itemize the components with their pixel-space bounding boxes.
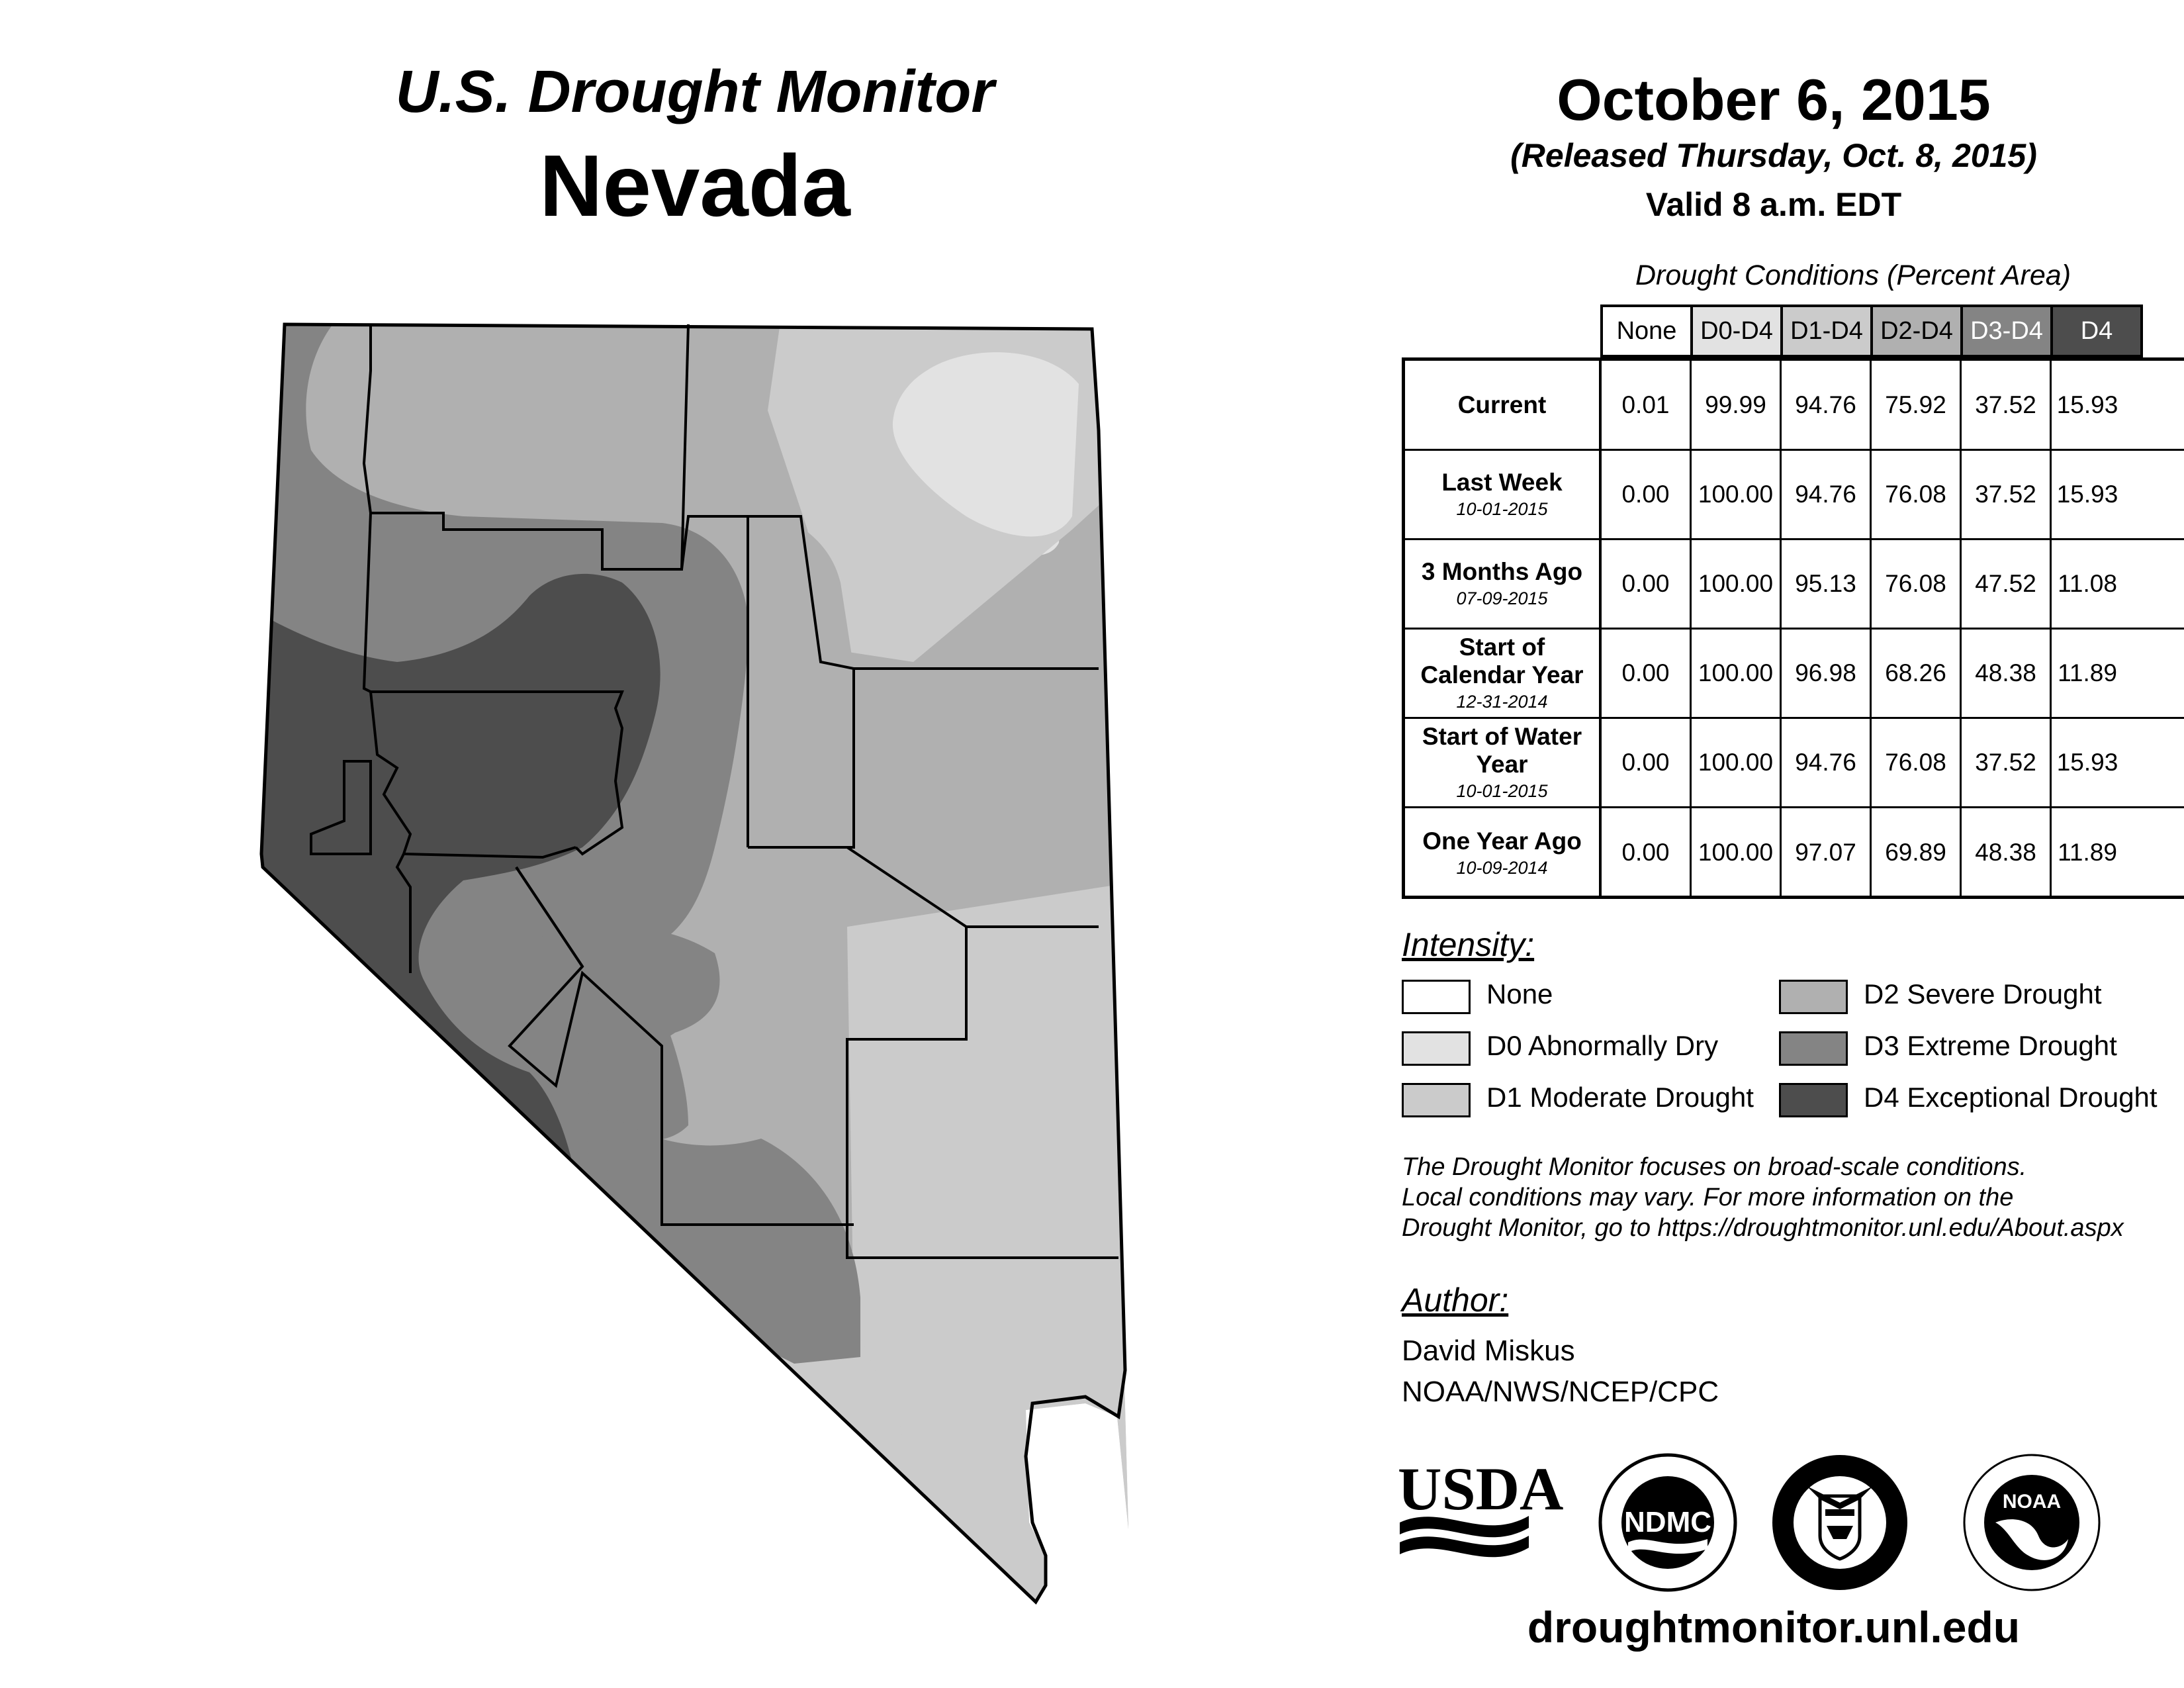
legend-swatch (1779, 1031, 1848, 1066)
table-cell: 100.00 (1692, 629, 1782, 717)
table-cell: 75.92 (1872, 361, 1962, 449)
table-cell: 95.13 (1782, 539, 1872, 628)
valid-time: Valid 8 a.m. EDT (1645, 186, 1902, 223)
table-cell: 0.00 (1602, 539, 1692, 628)
partner-logos (1396, 1450, 2151, 1595)
row-label (1405, 450, 1602, 538)
table-cell: 0.00 (1602, 808, 1692, 898)
table-cell: 37.52 (1962, 450, 2052, 538)
row-label-date: 07-09-2015 (1456, 588, 1548, 608)
row-label (1405, 629, 1602, 717)
row-label (1405, 361, 1602, 449)
commerce-seal (1772, 1455, 1907, 1590)
zone-d1-southeast (847, 880, 1145, 1622)
table-cell: 47.52 (1962, 539, 2052, 628)
table-cell: 15.93 (2056, 391, 2118, 418)
table-title: Drought Conditions (Percent Area) (1635, 259, 2071, 291)
table-cell: 76.08 (1872, 450, 1962, 538)
row-label-date: 10-01-2015 (1456, 499, 1548, 519)
noaa-logo (1964, 1455, 2099, 1590)
col-header-d3-d4: D3-D4 (1960, 305, 2053, 357)
row-label-text: One Year Ago (1422, 827, 1582, 855)
col-header-d0-d4: D0-D4 (1690, 305, 1783, 357)
row-label (1405, 718, 1602, 806)
usda-logo (1398, 1455, 1563, 1557)
legend-swatch (1402, 1031, 1471, 1066)
map-date: October 6, 2015 (1557, 67, 1991, 132)
table-cell: 94.76 (1782, 361, 1872, 449)
row-label (1405, 808, 1602, 898)
table-cell: 48.38 (1962, 808, 2052, 898)
table-cell: 15.93 (2056, 480, 2118, 508)
legend-label: D0 Abnormally Dry (1486, 1030, 1719, 1061)
legend-swatch (1779, 1083, 1848, 1117)
table-cell: 11.89 (2058, 839, 2117, 866)
legend-swatch (1402, 980, 1471, 1014)
table-row (1405, 629, 2184, 719)
legend-label: D1 Moderate Drought (1486, 1082, 1754, 1113)
table-cell: 0.00 (1602, 450, 1692, 538)
row-label-date: 10-01-2015 (1456, 781, 1548, 801)
table-cell: 100.00 (1692, 539, 1782, 628)
table-cell: 11.89 (2058, 659, 2117, 686)
col-header-none: None (1600, 305, 1693, 357)
legend-label: D3 Extreme Drought (1864, 1030, 2117, 1061)
table-cell: 100.00 (1692, 718, 1782, 806)
table-cell: 68.26 (1872, 629, 1962, 717)
author-name: David Miskus (1402, 1335, 1575, 1367)
author-heading: Author: (1402, 1282, 1509, 1319)
map-title: U.S. Drought Monitor (395, 59, 995, 125)
legend-label: D2 Severe Drought (1864, 978, 2102, 1009)
note-line: The Drought Monitor focuses on broad-scale conditions. (1402, 1153, 2027, 1181)
author-block (1402, 1331, 1719, 1413)
table-cell: 0.00 (1602, 629, 1692, 717)
table-row (1405, 450, 2184, 540)
usda-wordmark: USDA (1398, 1455, 1564, 1523)
col-header-d4: D4 (2050, 305, 2143, 357)
disclaimer-note (1402, 1152, 2124, 1243)
website-url[interactable]: droughtmonitor.unl.edu (1527, 1603, 2021, 1652)
author-org: NOAA/NWS/NCEP/CPC (1402, 1376, 1719, 1408)
table-cell: 99.99 (1692, 361, 1782, 449)
note-line: Drought Monitor, go to https://droughtmonitor.unl.edu/About.aspx (1402, 1214, 2124, 1242)
table-cell: 100.00 (1692, 450, 1782, 538)
legend-label: None (1486, 978, 1553, 1009)
table-cell: 37.52 (1962, 361, 2052, 449)
table-cell: 97.07 (1782, 808, 1872, 898)
col-header-d2-d4: D2-D4 (1870, 305, 1963, 357)
row-label-text: 3 Months Ago (1421, 558, 1583, 585)
table-row (1405, 539, 2184, 630)
table-cell: 11.08 (2058, 569, 2117, 597)
table-cell: 94.76 (1782, 450, 1872, 538)
table-cell: 15.93 (2056, 748, 2118, 776)
row-label-date: 12-31-2014 (1456, 692, 1548, 712)
row-label-date: 10-09-2014 (1456, 857, 1548, 878)
table-row (1405, 361, 2184, 451)
table-row (1405, 808, 2184, 898)
legend-title: Intensity: (1402, 926, 1535, 963)
table-cell: 69.89 (1872, 808, 1962, 898)
row-label (1405, 539, 1602, 628)
table-cell: 48.38 (1962, 629, 2052, 717)
table-cell: 96.98 (1782, 629, 1872, 717)
legend-label: D4 Exceptional Drought (1864, 1082, 2158, 1113)
table-cell: 100.00 (1692, 808, 1782, 898)
table-cell: 0.00 (1602, 718, 1692, 806)
table-cell: 76.08 (1872, 718, 1962, 806)
legend-swatch (1402, 1083, 1471, 1117)
table-cell: 76.08 (1872, 539, 1962, 628)
row-label-text: Start of Water Year (1422, 723, 1582, 778)
ndmc-wordmark: NDMC (1624, 1506, 1711, 1538)
col-header-d1-d4: D1-D4 (1780, 305, 1873, 357)
row-label-text: Last Week (1441, 469, 1563, 496)
state-name: Nevada (539, 137, 850, 234)
table-row (1405, 718, 2184, 808)
release-date: (Released Thursday, Oct. 8, 2015) (1510, 137, 2037, 174)
row-label-text: Start of Calendar Year (1420, 633, 1584, 688)
drought-conditions-table (1402, 357, 2184, 899)
note-line: Local conditions may vary. For more information on the (1402, 1184, 2014, 1211)
table-cell: 37.52 (1962, 718, 2052, 806)
legend-swatch (1779, 980, 1848, 1014)
ndmc-logo (1600, 1455, 1735, 1590)
table-cell: 94.76 (1782, 718, 1872, 806)
row-label-text: Current (1457, 391, 1547, 418)
noaa-wordmark: NOAA (2002, 1491, 2062, 1513)
table-cell: 0.01 (1602, 361, 1692, 449)
